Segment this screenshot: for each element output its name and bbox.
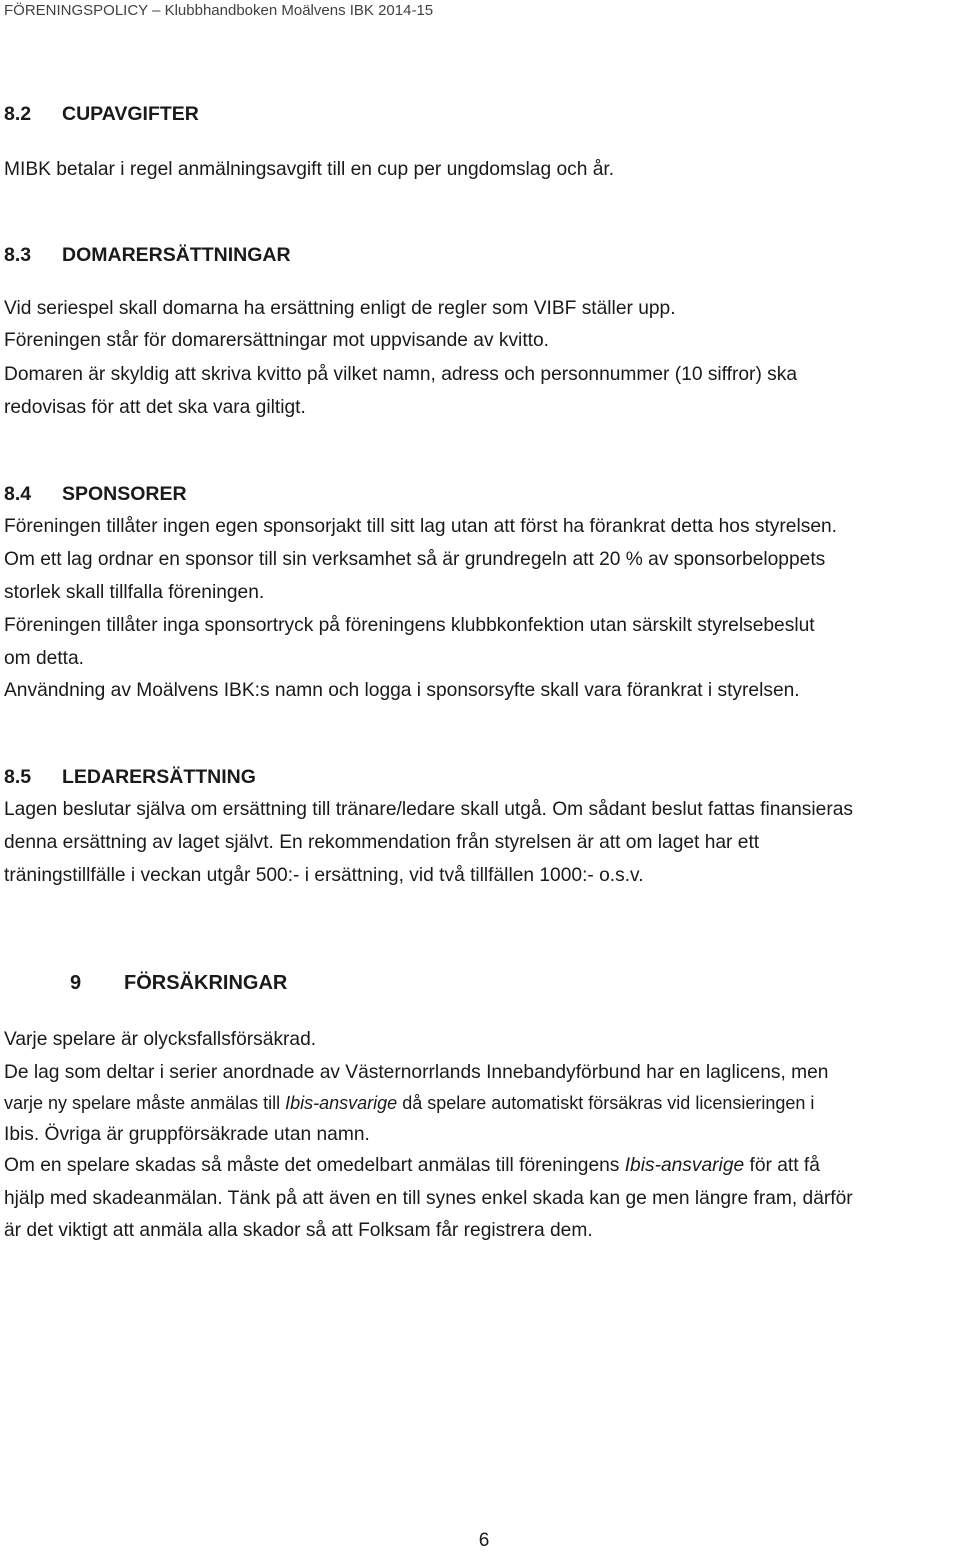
paragraph-line: Domaren är skyldig att skriva kvitto på vilket namn, adress och personnummer (10 siffror) ska (4, 364, 798, 385)
page-header: FÖRENINGSPOLICY – Klubbhandboken Moälvens IBK 2014-15 (4, 2, 434, 19)
paragraph-line: Varje spelare är olycksfallsförsäkrad. (4, 1029, 317, 1050)
paragraph-line: Lagen beslutar själva om ersättning till tränare/ledare skall utgå. Om sådant beslut fattas finansieras (4, 799, 853, 820)
paragraph-line: Föreningen tillåter inga sponsortryck på föreningens klubbkonfektion utan särskilt styrelsebeslut (4, 615, 815, 636)
section-title: CUPAVGIFTER (62, 103, 199, 125)
text-run-italic: Ibis-ansvarige (285, 1093, 398, 1113)
section-heading-8-4 (4, 482, 187, 506)
paragraph-line: MIBK betalar i regel anmälningsavgift till en cup per ungdomslag och år. (4, 159, 615, 180)
paragraph-line: Vid seriespel skall domarna ha ersättning enligt de regler som VIBF ställer upp. (4, 298, 676, 319)
section-number: 8.3 (4, 244, 32, 266)
paragraph-line: Föreningen står för domarersättningar mot uppvisande av kvitto. (4, 330, 549, 351)
text-run: Om en spelare skadas så måste det omedelbart anmälas till föreningens (4, 1155, 625, 1176)
text-run: för att få (744, 1155, 820, 1176)
paragraph-line: denna ersättning av laget självt. En rekommendation från styrelsen är att om laget har ett (4, 832, 760, 853)
paragraph-line: Ibis. Övriga är gruppförsäkrade utan namn. (4, 1124, 370, 1145)
paragraph-line: De lag som deltar i serier anordnade av Västernorrlands Innebandyförbund har en laglicens, men (4, 1062, 829, 1083)
paragraph-line: redovisas för att det ska vara giltigt. (4, 397, 306, 418)
section-heading-8-5 (4, 765, 256, 789)
section-number: 8.4 (4, 483, 32, 505)
paragraph-line: träningstillfälle i veckan utgår 500:- i ersättning, vid två tillfällen 1000:- o.s.v. (4, 865, 644, 886)
page-number: 6 (478, 1530, 490, 1551)
section-title: FÖRSÄKRINGAR (124, 972, 288, 994)
section-title: LEDARERSÄTTNING (62, 766, 256, 788)
section-heading-9 (70, 971, 287, 995)
section-number: 8.2 (4, 103, 32, 125)
paragraph-line: om detta. (4, 648, 84, 669)
paragraph-line (4, 1154, 820, 1178)
paragraph-line: hjälp med skadeanmälan. Tänk på att även en till synes enkel skada kan ge men längre fram, därför (4, 1188, 853, 1209)
section-number: 8.5 (4, 766, 32, 788)
paragraph-line: storlek skall tillfalla föreningen. (4, 582, 265, 603)
paragraph-line: Om ett lag ordnar en sponsor till sin verksamhet så är grundregeln att 20 % av sponsorbeloppets (4, 549, 826, 570)
paragraph-line: är det viktigt att anmäla alla skador så att Folksam får registrera dem. (4, 1220, 593, 1241)
section-heading-8-2 (4, 102, 199, 126)
section-title: DOMARERSÄTTNINGAR (62, 244, 291, 266)
section-heading-8-3 (4, 243, 291, 267)
paragraph-line (4, 1091, 814, 1115)
text-run-italic: Ibis-ansvarige (624, 1155, 745, 1176)
text-run: då spelare automatiskt försäkras vid licensieringen i (397, 1093, 815, 1113)
section-title: SPONSORER (62, 483, 187, 505)
text-run: varje ny spelare måste anmälas till (4, 1093, 286, 1113)
paragraph-line: Användning av Moälvens IBK:s namn och logga i sponsorsyfte skall vara förankrat i styrelsen. (4, 680, 800, 701)
paragraph-line: Föreningen tillåter ingen egen sponsorjakt till sitt lag utan att först ha förankrat detta hos styrelsen. (4, 516, 837, 537)
section-number: 9 (70, 972, 82, 994)
